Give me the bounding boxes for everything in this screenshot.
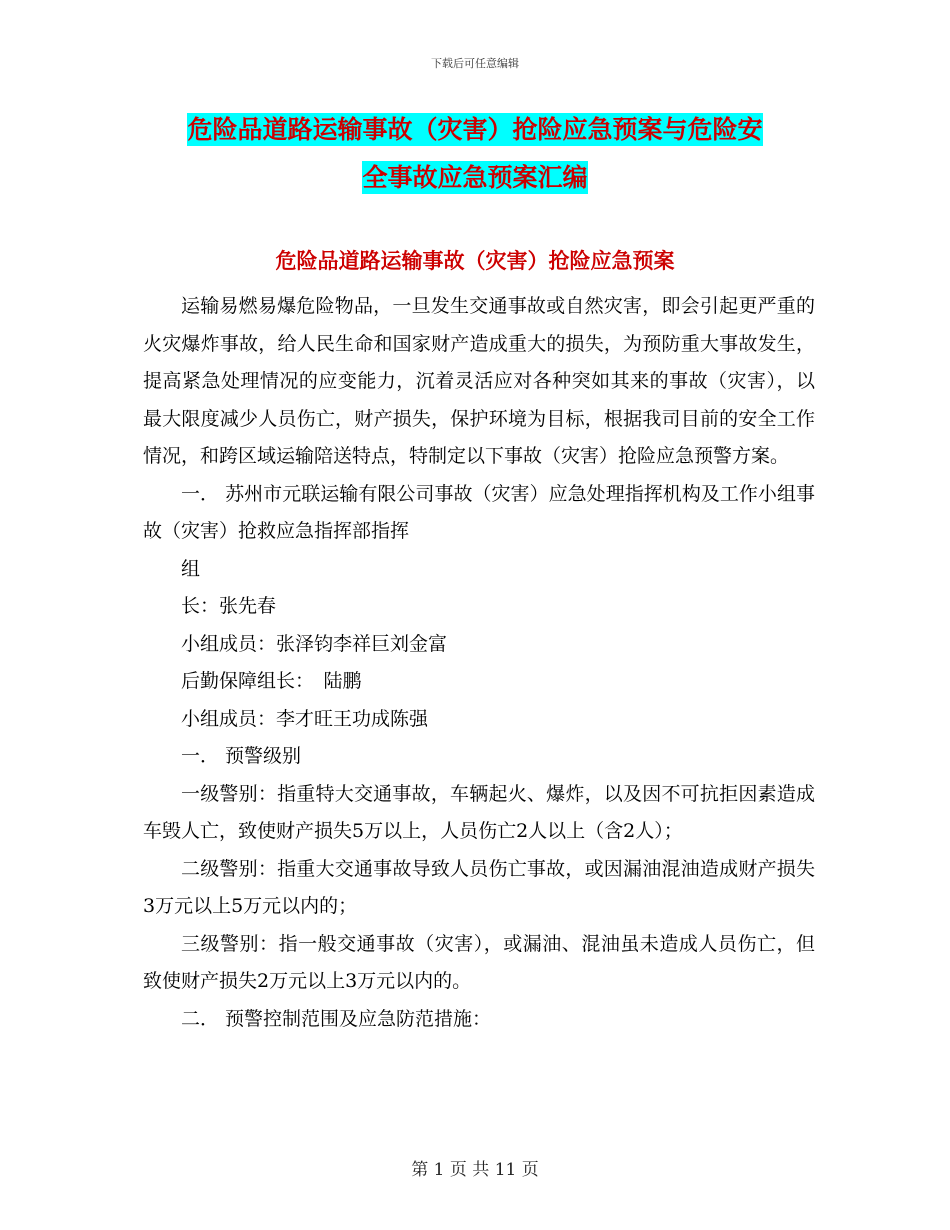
intro-paragraph: 运输易燃易爆危险物品，一旦发生交通事故或自然灾害，即会引起更严重的火灾爆炸事故，给人民生命和国家财产造成重大的损失，为预防重大事故发生，提高紧急处理情况的应变能力，沉着灵活应对各种突如其来的事故（灾害），以最大限度减少人员伤亡，财产损失，保护环境为目标，根据我司目前的安全工作情况，和跨区域运输陪送特点，特制定以下事故（灾害）抢险应急预警方案。: [143, 295, 815, 467]
group-leader: 长：张先春: [181, 595, 277, 617]
warning-level-2: 二级警别：指重大交通事故导致人员伤亡事故，或因漏油混油造成财产损失3万元以上5万元以内的；: [143, 857, 815, 917]
warning-level-3: 三级警别：指一般交通事故（灾害），或漏油、混油虽未造成人员伤亡，但致使财产损失2万元以上3万元以内的。: [143, 932, 815, 992]
main-title-line-2: 全事故应急预案汇编: [362, 163, 588, 192]
group-label: 组: [181, 557, 201, 580]
group-members-1: 小组成员：张泽钧李祥巨刘金富: [181, 632, 448, 655]
section-2-heading: 二． 预警控制范围及应急防范措施：: [181, 1007, 492, 1030]
page-number-footer: 第 1 页 共 11 页: [411, 1160, 539, 1180]
group-members-2: 小组成员：李才旺王功成陈强: [181, 707, 429, 730]
warning-level-heading: 一． 预警级别: [181, 745, 302, 767]
header-note: 下载后可任意编辑: [431, 57, 519, 70]
document-main-title: [140, 106, 810, 202]
section-1-heading: 一． 苏州市元联运输有限公司事故（灾害）应急处理指挥机构及工作小组事故（灾害）抢救应急指挥部指挥: [143, 482, 815, 542]
logistics-leader: 后勤保障组长： 陆鹏: [181, 670, 362, 692]
document-body: [143, 288, 815, 1038]
warning-level-1: 一级警别：指重特大交通事故，车辆起火、爆炸，以及因不可抗拒因素造成车毁人亡，致使财产损失5万以上，人员伤亡2人以上（含2人）；: [143, 782, 815, 842]
main-title-line-1: 危险品道路运输事故（灾害）抢险应急预案与危险安: [187, 115, 763, 144]
section-title: 危险品道路运输事故（灾害）抢险应急预案: [275, 249, 675, 273]
